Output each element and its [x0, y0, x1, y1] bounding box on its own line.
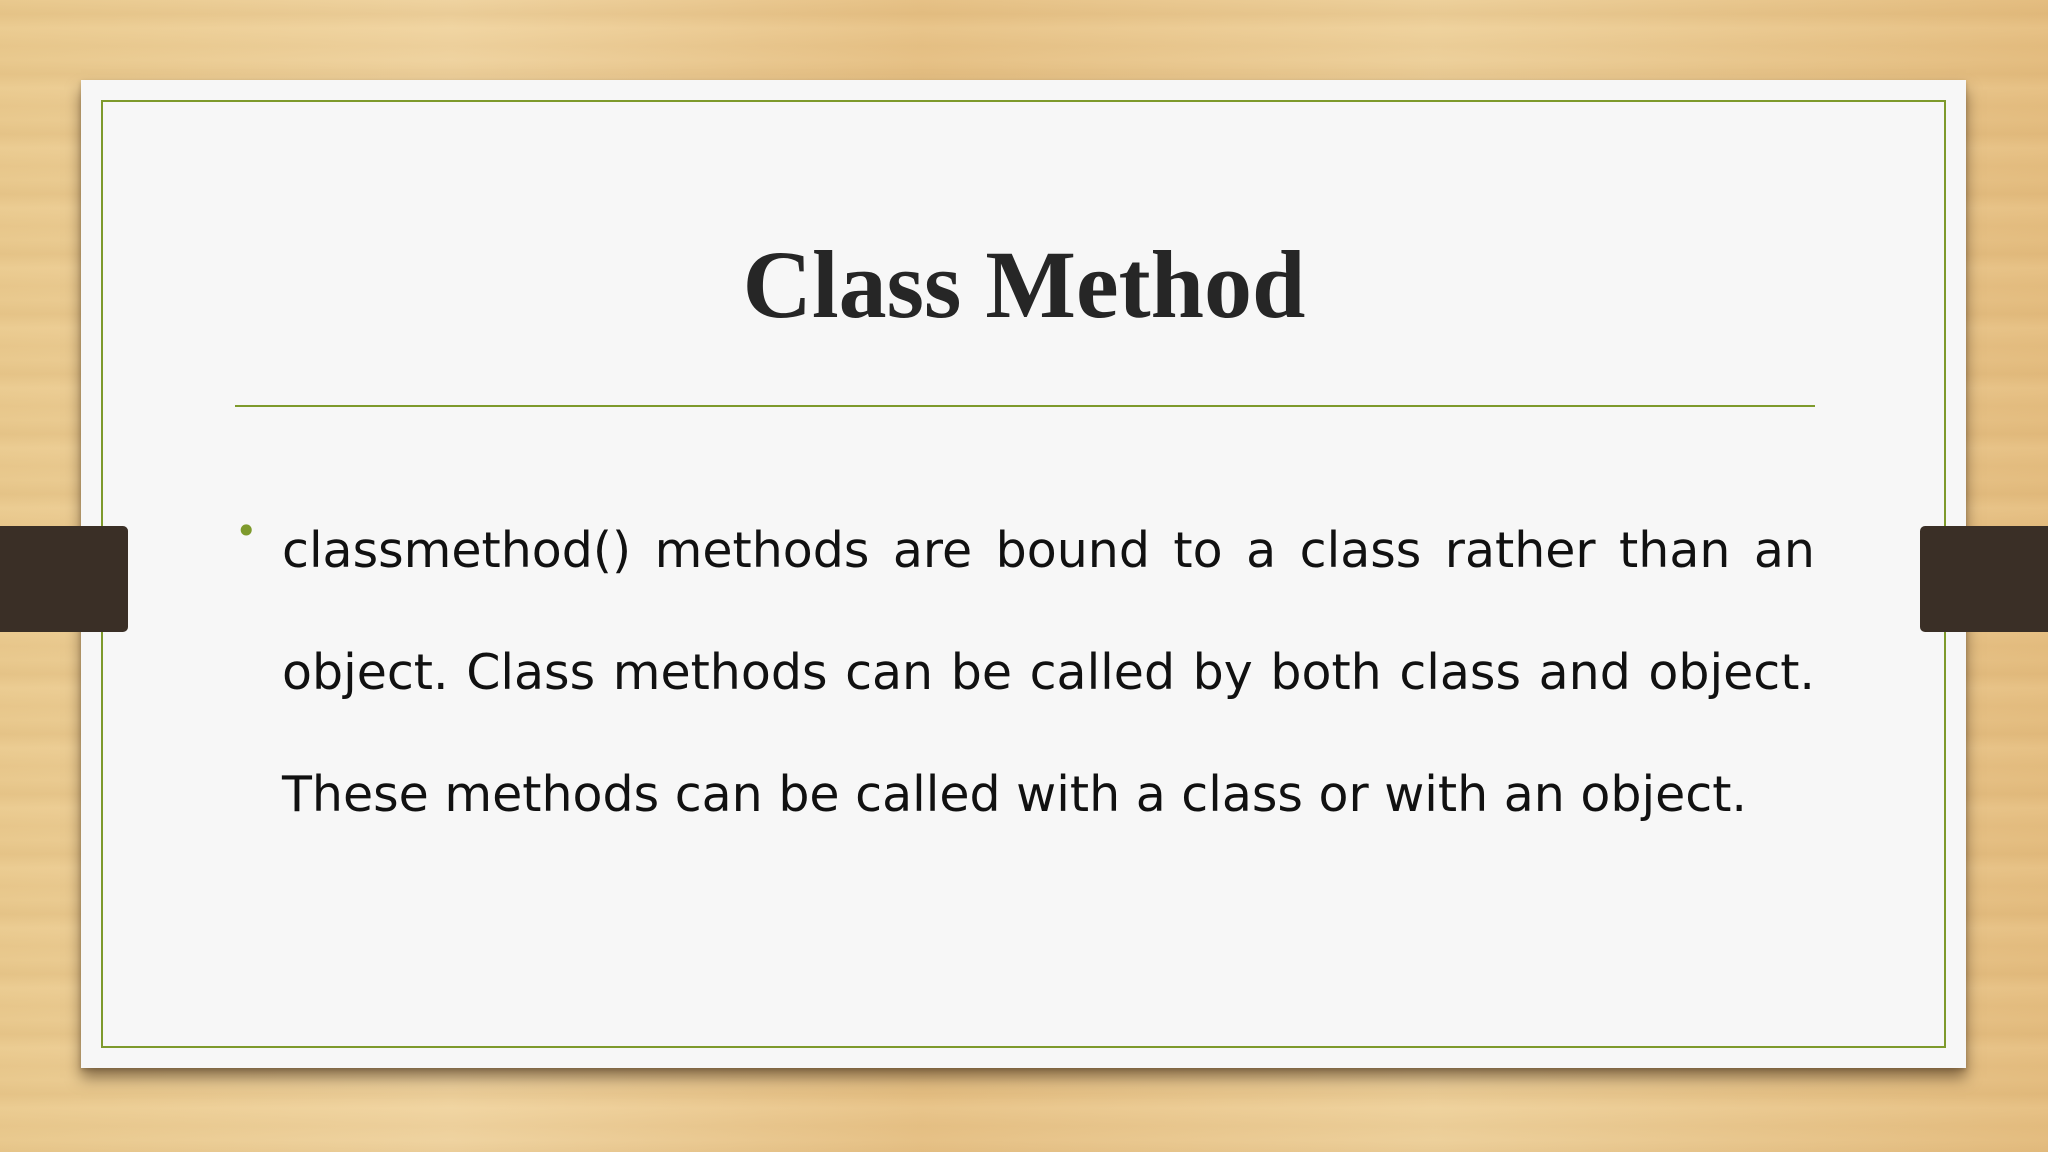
round-bullet-icon: • — [235, 509, 258, 553]
right-binder-clip — [1920, 526, 2048, 632]
slide-title: Class Method — [742, 231, 1306, 338]
title-divider — [235, 405, 1815, 407]
bullet-item — [235, 490, 1815, 856]
slide-body — [235, 490, 1815, 856]
bullet-text: classmethod() methods are bound to a class rather than an object. Class methods can be called by both class and object. These methods can be called with a class or with an object. — [282, 522, 1815, 823]
left-binder-clip — [0, 526, 128, 632]
